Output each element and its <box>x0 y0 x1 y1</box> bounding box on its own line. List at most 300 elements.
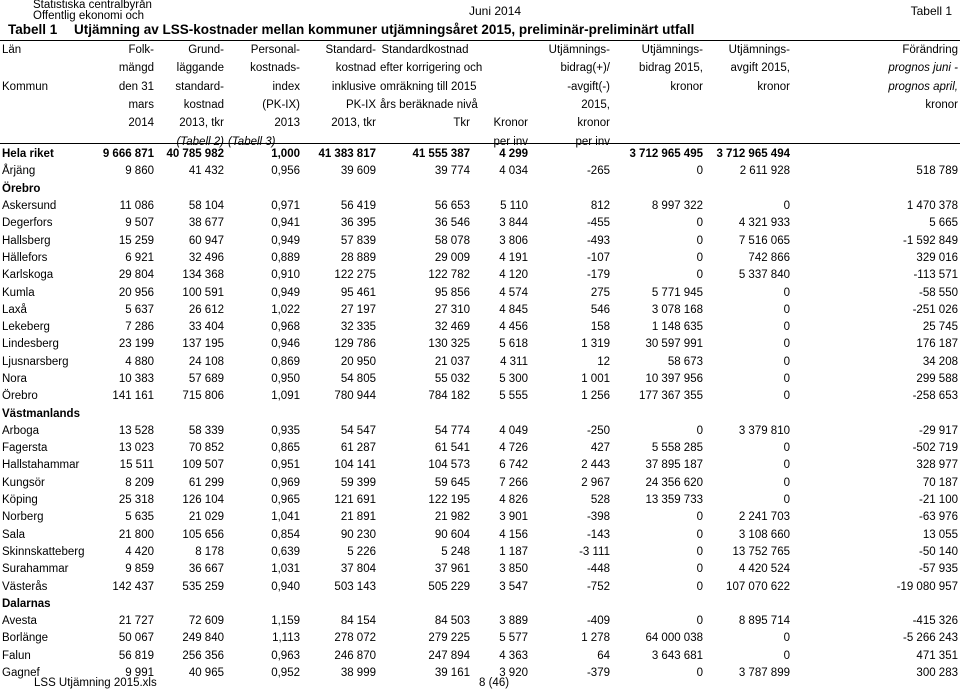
value-cell: 9 859 <box>125 563 154 576</box>
value-cell: 0,968 <box>271 321 300 334</box>
municipality-name: Karlskoga <box>2 269 54 282</box>
municipality-name: Hallstahammar <box>2 459 80 472</box>
value-cell: 2 967 <box>581 476 610 489</box>
value-cell: 7 286 <box>125 321 154 334</box>
value-cell: 0 <box>696 251 703 264</box>
column-header-cell: Standardkostnad <box>381 44 469 57</box>
value-cell: 90 230 <box>340 528 376 541</box>
value-cell: 32 496 <box>188 251 224 264</box>
value-cell: -58 550 <box>918 286 958 299</box>
value-cell: 279 225 <box>428 632 470 645</box>
value-cell: 29 009 <box>434 251 470 264</box>
column-header-cell: prognos april, <box>888 80 958 93</box>
value-cell: 21 727 <box>118 615 154 628</box>
municipality-name: Västerås <box>2 580 48 593</box>
table-row <box>0 561 960 578</box>
table-row <box>0 423 960 440</box>
table-title-text: Utjämning av LSS-kostnader mellan kommuner utjämningsåret 2015, preliminär-preliminärt utfall <box>74 22 695 37</box>
value-cell: -50 140 <box>918 545 958 558</box>
value-cell: 0 <box>783 632 790 645</box>
value-cell: 0 <box>783 442 790 455</box>
column-header-cell: omräkning till 2015 <box>380 80 477 93</box>
table-row <box>0 284 960 301</box>
column-header-cell: Personal- <box>250 44 300 57</box>
value-cell: 715 806 <box>182 390 224 403</box>
column-header-cell <box>612 96 705 114</box>
value-cell: 0,971 <box>271 200 300 213</box>
value-cell: 1,091 <box>271 390 300 403</box>
value-cell: 5 618 <box>499 338 528 351</box>
value-cell: 21 982 <box>434 511 470 524</box>
value-cell: -409 <box>586 615 610 628</box>
value-cell: 812 <box>590 200 610 213</box>
value-cell: 40 785 982 <box>166 148 224 161</box>
value-cell: 11 086 <box>119 200 154 213</box>
value-cell: 503 143 <box>334 580 376 593</box>
value-cell: -752 <box>586 580 610 593</box>
value-cell: -250 <box>586 424 610 437</box>
organization-name <box>33 0 152 22</box>
municipality-name: Årjäng <box>2 165 36 178</box>
value-cell: 13 752 765 <box>732 545 790 558</box>
value-cell: 1,113 <box>272 632 300 645</box>
column-header-cell: (PK-IX) <box>262 99 300 112</box>
municipality-name: Örebro <box>2 390 38 403</box>
column-header-cell: kronor <box>925 99 958 112</box>
column-header-cell: inklusive <box>331 80 376 93</box>
table-row <box>0 613 960 630</box>
value-cell: -107 <box>586 251 610 264</box>
table-row <box>0 336 960 353</box>
value-cell: -265 <box>586 165 610 178</box>
value-cell: 50 067 <box>118 632 154 645</box>
municipality-name: Laxå <box>2 303 27 316</box>
value-cell: 0,956 <box>271 165 300 178</box>
value-cell: 0 <box>696 217 703 230</box>
value-cell: 9 991 <box>125 667 154 680</box>
column-header-cell <box>0 96 84 114</box>
value-cell: 55 032 <box>434 373 470 385</box>
value-cell: 0 <box>696 528 703 541</box>
column-header-cell <box>472 41 530 59</box>
value-cell: 141 161 <box>112 390 154 403</box>
value-cell: 546 <box>590 303 610 316</box>
value-cell: 0 <box>783 459 790 472</box>
value-cell: 39 609 <box>340 165 376 178</box>
value-cell: 3 850 <box>499 563 528 576</box>
value-cell: 1 278 <box>581 632 610 645</box>
table-row <box>0 509 960 526</box>
column-header-cell: 2013, tkr <box>179 117 224 130</box>
value-cell: 275 <box>590 286 610 299</box>
column-header-cell: (Tabell 3) <box>228 135 276 148</box>
column-header-cell: kostnads- <box>250 62 300 75</box>
value-cell: 1,031 <box>271 563 300 576</box>
value-cell: 1,022 <box>271 303 300 316</box>
value-cell: 505 229 <box>428 580 470 593</box>
value-cell: 0,889 <box>271 251 300 264</box>
column-header-cell: Kronor <box>493 117 528 130</box>
value-cell: 0 <box>696 511 703 524</box>
table-row <box>0 371 960 388</box>
value-cell: 10 383 <box>118 373 154 385</box>
value-cell: 20 950 <box>340 355 376 368</box>
value-cell: 177 367 355 <box>639 390 703 403</box>
value-cell: 3 901 <box>499 511 528 524</box>
value-cell: 38 999 <box>340 667 376 680</box>
value-cell: 59 645 <box>434 476 470 489</box>
group-row <box>0 596 960 613</box>
value-cell: 1,041 <box>271 511 300 524</box>
table-row <box>0 544 960 561</box>
value-cell: -379 <box>586 667 610 680</box>
value-cell: 278 072 <box>334 632 376 645</box>
value-cell: 8 178 <box>195 545 224 558</box>
column-header-cell: den 31 <box>118 80 154 93</box>
value-cell: 5 558 285 <box>651 442 703 455</box>
value-cell: -251 026 <box>912 303 958 316</box>
value-cell: 58 104 <box>188 200 224 213</box>
column-header-cell <box>0 59 84 77</box>
table-row <box>0 232 960 249</box>
municipality-name: Ljusnarsberg <box>2 355 69 368</box>
value-cell: 21 037 <box>434 355 470 368</box>
value-cell: 32 335 <box>340 321 376 334</box>
value-cell: 1 256 <box>581 390 610 403</box>
value-cell: 95 856 <box>434 286 470 299</box>
column-header-cell <box>472 96 530 114</box>
value-cell: 3 712 965 494 <box>716 148 790 161</box>
value-cell: 104 141 <box>334 459 376 472</box>
value-cell: 2 611 928 <box>739 165 790 178</box>
value-cell: 9 507 <box>125 217 154 230</box>
value-cell: 64 <box>597 649 610 662</box>
value-cell <box>792 146 960 163</box>
value-cell: 54 547 <box>340 424 376 437</box>
value-cell: 0,950 <box>271 373 300 385</box>
value-cell: 0 <box>783 355 790 368</box>
column-header-cell: PK-IX <box>345 99 376 112</box>
value-cell: 104 573 <box>428 459 470 472</box>
value-cell: 784 182 <box>428 390 470 403</box>
value-cell: 4 420 <box>125 545 154 558</box>
value-cell: 0,965 <box>271 494 300 507</box>
column-header-cell: Utjämnings- <box>641 44 703 57</box>
value-cell: 4 726 <box>499 442 528 455</box>
value-cell: 21 800 <box>118 528 154 541</box>
footer-filename: LSS Utjämning 2015.xls <box>34 677 157 689</box>
value-cell: 24 356 620 <box>645 476 703 489</box>
value-cell: 3 787 899 <box>738 667 790 680</box>
value-cell: -502 719 <box>912 442 958 455</box>
value-cell: 41 555 387 <box>412 148 470 161</box>
value-cell: 0,969 <box>271 476 300 489</box>
table-row <box>0 319 960 336</box>
column-header-cell: 2015, <box>581 99 610 112</box>
value-cell: 0,910 <box>271 269 300 282</box>
value-cell <box>530 146 612 163</box>
column-header-cell: standard- <box>175 80 224 93</box>
column-header-cell: 2014 <box>128 117 154 130</box>
value-cell: 8 895 714 <box>738 615 790 628</box>
table-row <box>0 578 960 595</box>
group-label: Dalarnas <box>2 597 51 610</box>
value-cell: 3 379 810 <box>738 424 790 437</box>
column-header-table <box>0 41 960 151</box>
value-cell: 36 667 <box>188 563 224 576</box>
value-cell: 0 <box>783 494 790 507</box>
value-cell: -415 326 <box>912 615 958 628</box>
value-cell: 21 891 <box>340 511 376 524</box>
value-cell: 70 852 <box>188 442 224 455</box>
column-header-cell: Kommun <box>2 80 49 93</box>
value-cell: 4 826 <box>499 494 528 507</box>
value-cell: 2 241 703 <box>738 511 790 524</box>
value-cell: 2 443 <box>581 459 610 472</box>
column-header-cell: kronor <box>577 117 610 130</box>
value-cell: 58 339 <box>188 424 224 437</box>
municipality-name: Degerfors <box>2 217 53 230</box>
value-cell: 40 965 <box>188 667 224 680</box>
value-cell: 249 840 <box>182 632 224 645</box>
table-row <box>0 475 960 492</box>
value-cell: 64 000 038 <box>645 632 703 645</box>
value-cell: 90 604 <box>434 528 470 541</box>
value-cell: 1 148 635 <box>651 321 703 334</box>
value-cell: -143 <box>586 528 610 541</box>
value-cell: 0 <box>696 615 703 628</box>
table-row <box>0 388 960 405</box>
value-cell: 9 666 871 <box>102 148 154 161</box>
value-cell: 130 325 <box>428 338 470 351</box>
column-header-cell: 2013, tkr <box>331 117 376 130</box>
value-cell: 0 <box>696 580 703 593</box>
column-header-cell: Län <box>2 44 22 57</box>
value-cell: 3 547 <box>499 580 528 593</box>
total-row <box>0 146 960 163</box>
table-row <box>0 457 960 474</box>
municipality-name: Askersund <box>2 200 57 213</box>
value-cell: 0,865 <box>271 442 300 455</box>
table-row <box>0 215 960 232</box>
table-row <box>0 440 960 457</box>
value-cell: 142 437 <box>112 580 154 593</box>
value-cell: 0,869 <box>271 355 300 368</box>
value-cell: 5 110 <box>500 200 528 213</box>
value-cell: 4 420 524 <box>738 563 790 576</box>
value-cell: 29 804 <box>118 269 154 282</box>
value-cell: 59 399 <box>340 476 376 489</box>
value-cell: -448 <box>586 563 610 576</box>
value-cell: 122 782 <box>428 269 470 282</box>
value-cell: 23 199 <box>118 338 154 351</box>
column-header-cell: Grund- <box>188 44 224 57</box>
value-cell: 4 191 <box>499 251 528 264</box>
value-cell: 0,949 <box>271 234 300 247</box>
table-row <box>0 302 960 319</box>
value-cell: 0,639 <box>271 545 300 558</box>
org-line-2: Offentlig ekonomi och <box>33 10 145 22</box>
value-cell: 54 805 <box>340 373 376 385</box>
value-cell: 4 311 <box>500 355 528 368</box>
value-cell: 6 921 <box>125 251 154 264</box>
group-row <box>0 181 960 198</box>
municipality-name: Köping <box>2 494 38 507</box>
value-cell: 122 275 <box>334 269 376 282</box>
value-cell: 3 844 <box>499 217 528 230</box>
column-header-cell: prognos juni - <box>888 62 958 75</box>
value-cell: 4 456 <box>499 321 528 334</box>
column-header-cell <box>705 114 792 132</box>
table-row <box>0 527 960 544</box>
value-cell: 107 070 622 <box>726 580 790 593</box>
value-cell: -29 917 <box>918 424 958 437</box>
value-cell: 34 208 <box>922 355 958 368</box>
value-cell: 30 597 991 <box>645 338 703 351</box>
value-cell: 0,946 <box>271 338 300 351</box>
value-cell: 158 <box>590 321 610 334</box>
value-cell: 1 187 <box>499 545 528 558</box>
municipality-name: Hällefors <box>2 251 48 264</box>
group-label: Västmanlands <box>2 407 80 420</box>
value-cell: 3 078 168 <box>651 303 703 316</box>
value-cell: 4 880 <box>125 355 154 368</box>
value-cell: 12 <box>597 355 610 368</box>
value-cell: -258 653 <box>912 390 958 403</box>
value-cell: 0,949 <box>271 286 300 299</box>
table-row <box>0 648 960 665</box>
value-cell: 41 383 817 <box>318 148 376 161</box>
value-cell: 72 609 <box>188 615 224 628</box>
table-row <box>0 250 960 267</box>
column-header-cell: kostnad <box>335 62 376 75</box>
value-cell: 176 187 <box>916 338 958 351</box>
municipality-name: Falun <box>2 649 31 662</box>
column-header-cell: kronor <box>757 80 790 93</box>
table-row <box>0 163 960 180</box>
value-cell: 134 368 <box>182 269 224 282</box>
municipality-name: Lekeberg <box>2 321 50 334</box>
value-cell: 0 <box>783 649 790 662</box>
municipality-name: Lindesberg <box>2 338 59 351</box>
value-cell: 13 528 <box>118 424 154 437</box>
value-cell: 58 078 <box>434 234 470 247</box>
group-label: Örebro <box>2 182 41 195</box>
municipality-name: Borlänge <box>2 632 49 645</box>
value-cell: 5 577 <box>499 632 528 645</box>
value-cell: 329 016 <box>916 251 958 264</box>
value-cell: 84 154 <box>340 615 376 628</box>
value-cell: 0 <box>783 338 790 351</box>
header-row <box>0 78 960 96</box>
value-cell: 26 612 <box>188 303 224 316</box>
value-cell: 126 104 <box>182 494 224 507</box>
value-cell: 56 819 <box>118 649 154 662</box>
value-cell: 37 895 187 <box>645 459 703 472</box>
value-cell: 300 283 <box>916 667 958 680</box>
column-header-cell: bidrag 2015, <box>639 62 703 75</box>
value-cell: 1 001 <box>581 373 610 385</box>
column-header-cell <box>792 114 960 132</box>
column-header-cell: -avgift(-) <box>567 80 610 93</box>
value-cell: 27 197 <box>340 303 376 316</box>
value-cell: 3 889 <box>499 615 528 628</box>
value-cell: 0 <box>783 373 790 385</box>
value-cell: 37 961 <box>434 563 470 576</box>
column-header-cell: avgift 2015, <box>730 62 790 75</box>
value-cell: 28 889 <box>340 251 376 264</box>
value-cell: 0,935 <box>271 424 300 437</box>
value-cell: -113 571 <box>913 269 958 282</box>
value-cell: 61 287 <box>340 442 376 455</box>
value-cell: -398 <box>586 511 610 524</box>
value-cell: 4 845 <box>499 303 528 316</box>
value-cell: 5 337 840 <box>738 269 790 282</box>
value-cell: 15 511 <box>119 459 154 472</box>
value-cell: 742 866 <box>748 251 790 264</box>
value-cell: 5 555 <box>499 390 528 403</box>
value-cell: 0,952 <box>271 667 300 680</box>
value-cell: 328 977 <box>916 459 958 472</box>
column-header-cell: års beräknade nivå <box>380 99 478 112</box>
column-header-cell: kronor <box>670 80 703 93</box>
value-cell: 32 469 <box>434 321 470 334</box>
value-cell: 4 156 <box>499 528 528 541</box>
column-header-cell: kostnad <box>183 99 224 112</box>
value-cell: -179 <box>586 269 610 282</box>
column-header-cell: Utjämnings- <box>548 44 610 57</box>
value-cell: 247 894 <box>428 649 470 662</box>
value-cell: 3 920 <box>499 667 528 680</box>
value-cell: 0 <box>783 303 790 316</box>
column-header-cell: Förändring <box>902 44 958 57</box>
column-header-cell: bidrag(+)/ <box>560 62 610 75</box>
column-header-cell: per inv <box>493 135 528 148</box>
municipality-name: Avesta <box>2 615 37 628</box>
value-cell: 37 804 <box>340 563 376 576</box>
org-line-1: Statistiska centralbyrån <box>33 0 152 11</box>
municipality-name: Kumla <box>2 286 35 299</box>
value-cell: 24 108 <box>188 355 224 368</box>
value-cell: 39 774 <box>434 165 470 178</box>
header-row <box>0 114 960 132</box>
value-cell: 56 419 <box>340 200 376 213</box>
value-cell: 13 055 <box>922 528 958 541</box>
header-row <box>0 96 960 114</box>
value-cell: 780 944 <box>334 390 376 403</box>
value-cell: 70 187 <box>922 476 958 489</box>
value-cell: 0 <box>783 286 790 299</box>
value-cell: 13 359 733 <box>645 494 703 507</box>
value-cell: -63 976 <box>918 511 958 524</box>
column-header-cell: läggande <box>176 62 224 75</box>
value-cell: 58 673 <box>667 355 703 368</box>
column-header-cell: (Tabell 2) <box>176 135 224 148</box>
value-cell: 0 <box>783 200 790 213</box>
value-cell: 4 299 <box>499 148 528 161</box>
value-cell: 0 <box>696 667 703 680</box>
value-cell: 0,854 <box>271 528 300 541</box>
value-cell: 0 <box>696 563 703 576</box>
value-cell: 57 689 <box>188 373 224 385</box>
municipality-name: Nora <box>2 373 27 385</box>
municipality-name: Hallsberg <box>2 234 51 247</box>
municipality-name: Skinnskatteberg <box>2 545 85 558</box>
municipality-name: Arboga <box>2 424 40 437</box>
municipality-name: Hela riket <box>2 148 54 161</box>
value-cell: 0,951 <box>271 459 300 472</box>
municipality-name: Kungsör <box>2 476 45 489</box>
